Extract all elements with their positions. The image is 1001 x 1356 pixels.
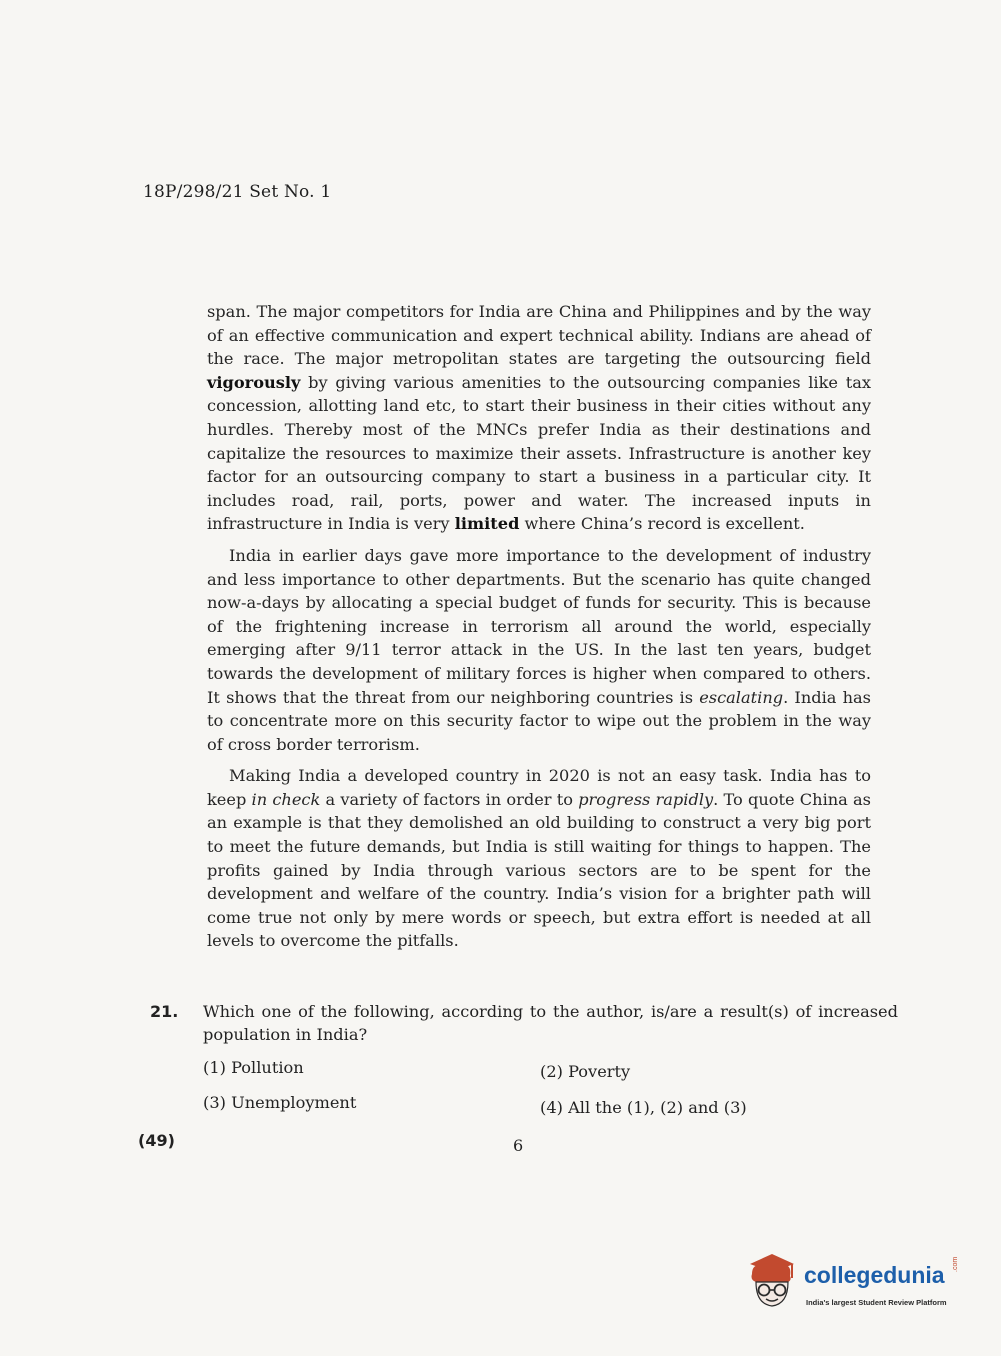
answer-options bbox=[203, 1056, 803, 1126]
document-code: 18P/298/21 Set No. 1 bbox=[143, 182, 332, 202]
passage-text: where China’s record is excellent. bbox=[519, 514, 805, 534]
passage-text: . To quote China as an example is that they demolished an old building to construct a very big port to meet the future demands, but India is still waiting for things to happen. The profits gained by India through various sectors are to be spent for the development and welfare of the country. India’s vision for a brighter path will come true not only by mere words or speech, but extra effort is needed at all levels to overcome the pitfalls. bbox=[207, 789, 871, 951]
passage-paragraph-3 bbox=[207, 764, 871, 953]
page-number: 6 bbox=[513, 1136, 524, 1155]
passage-paragraph-2 bbox=[207, 544, 871, 756]
option-3: (3) Unemployment bbox=[203, 1093, 357, 1112]
bold-word: vigorously bbox=[207, 372, 301, 392]
passage-text: . India has to concentrate more on this security factor to wipe out the problem in the way of cross border terrorism. bbox=[207, 687, 871, 754]
reading-passage bbox=[207, 300, 871, 953]
brand-name: collegedunia bbox=[804, 1262, 945, 1288]
passage-paragraph-1 bbox=[207, 300, 871, 536]
question-number: 21. bbox=[150, 1002, 179, 1021]
passage-text: India in earlier days gave more importance to the development of industry and less importance to other departments. But the scenario has quite changed now-a-days by allocating a special budget of funds for security. This is because of the frightening increase in terrorism all around the world, especially emerging after 9/11 terror attack in the US. In the last ten years, budget towards the development of military forces is higher when compared to others. It shows that the threat from our neighboring countries is bbox=[207, 545, 871, 707]
passage-text: Making India a developed country in 2020 is not an easy task. India has to keep bbox=[207, 766, 871, 809]
collegedunia-logo-icon bbox=[742, 1250, 802, 1312]
passage-text: a variety of factors in order to bbox=[320, 789, 579, 809]
brand-tagline: India's largest Student Review Platform bbox=[806, 1298, 947, 1307]
italic-phrase: in check bbox=[251, 789, 321, 809]
option-4: (4) All the (1), (2) and (3) bbox=[540, 1098, 747, 1117]
brand-domain: .com bbox=[952, 1256, 959, 1272]
question-21 bbox=[150, 1000, 900, 1117]
passage-text: by giving various amenities to the outsourcing companies like tax concession, allotting land etc, to start their business in their cities without any hurdles. Thereby most of the MNCs prefer India as their destinations and capitalize the resources to maximize their assets. Infrastructure is another key factor for an outsourcing company to start a business in a particular city. It includes road, rail, ports, power and water. The increased inputs in infrastructure in India is very bbox=[207, 372, 871, 534]
bold-word: limited bbox=[454, 514, 520, 534]
option-1: (1) Pollution bbox=[203, 1058, 304, 1077]
page-reference: (49) bbox=[138, 1131, 175, 1150]
italic-phrase: progress rapidly bbox=[578, 789, 714, 809]
italic-word: escalating bbox=[699, 687, 784, 707]
option-2: (2) Poverty bbox=[540, 1062, 631, 1081]
collegedunia-watermark bbox=[742, 1250, 972, 1320]
question-text: Which one of the following, according to the author, is/are a result(s) of increased population in India? bbox=[203, 1002, 898, 1044]
passage-text: span. The major competitors for India are China and Philippines and by the way of an effective communication and expert technical ability. Indians are ahead of the race. The major metropolitan states are targeting the outsourcing field bbox=[207, 302, 871, 369]
